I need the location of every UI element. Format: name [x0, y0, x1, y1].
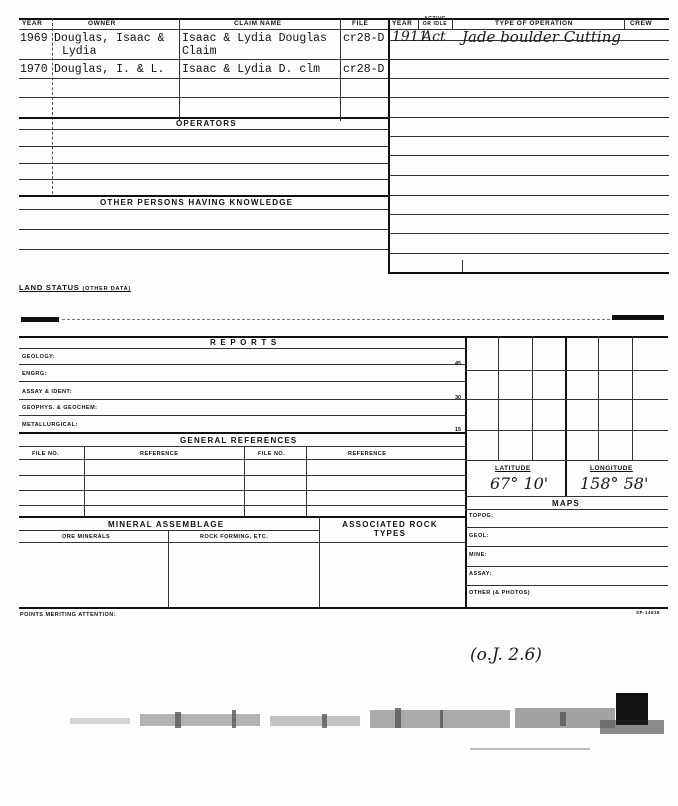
scan-noise-band: [0, 690, 678, 806]
mineral-rule-1: [19, 530, 319, 531]
reports-rule-4: [19, 415, 465, 416]
reports-side-number-30: 30: [455, 395, 462, 401]
references-rule-2: [19, 475, 465, 476]
reports-heading: R E P O R T S: [210, 338, 278, 347]
col-divider-year2: [418, 18, 419, 29]
operators-rule-2: [19, 163, 388, 164]
row2-rule: [19, 78, 388, 79]
reports-rule-3: [19, 399, 465, 400]
ref-col-1: [84, 446, 85, 516]
reports-rule-2: [19, 381, 465, 382]
grid-col-4: [632, 336, 633, 460]
ref-header-reference: REFERENCE: [140, 451, 179, 457]
header-active-idle: ACTIVE OR IDLE: [422, 16, 448, 27]
operators-rule-1: [19, 146, 388, 147]
other-persons-rule-1: [19, 209, 388, 210]
scan-speckles: [70, 708, 664, 750]
row1-file: cr28-D: [343, 32, 385, 45]
latitude-label: LATITUDE: [495, 465, 531, 472]
latitude-value: 67° 10': [490, 474, 549, 493]
operators-heading: OPERATORS: [176, 119, 237, 128]
ref-header-reference-2: REFERENCE: [348, 451, 387, 457]
other-persons-rule-2: [19, 229, 388, 230]
bottom-border: [19, 607, 668, 609]
reports-rule-top: [19, 348, 465, 349]
operators-rule-bottom: [19, 195, 388, 197]
op-rule-8: [388, 175, 669, 176]
op-rule-11: [388, 233, 669, 234]
row2-claim: Isaac & Lydia D. clm: [182, 63, 321, 76]
map-topog: TOPOG:: [469, 513, 494, 519]
op-rule-2: [388, 59, 669, 60]
header-file: FILE: [352, 20, 369, 27]
grid-col-2: [532, 336, 533, 460]
op-rule-5: [388, 117, 669, 118]
registration-mark-right: [612, 315, 664, 320]
registration-mark-left: [21, 317, 59, 322]
references-rule-top: [19, 446, 465, 447]
mineral-header-rock-forming: ROCK FORMING, ETC.: [200, 534, 269, 540]
row1-claim-line2: Claim: [182, 45, 217, 58]
associated-rock-types-heading: ASSOCIATED ROCK TYPES: [342, 520, 438, 538]
ref-header-file-no-2: FILE NO.: [258, 451, 286, 457]
coords-rule: [465, 496, 668, 497]
col-divider-file: [388, 18, 390, 273]
land-status-separator: [62, 319, 610, 320]
grid-row-2: [465, 399, 668, 400]
points-meriting-label: POINTS MERITING ATTENTION:: [20, 612, 117, 618]
reports-rule-1: [19, 364, 465, 365]
grid-left-border: [465, 336, 467, 608]
maps-rule-2: [465, 546, 668, 547]
header-type-of-operation: TYPE OF OPERATION: [495, 20, 573, 27]
row2-year: 1970: [20, 63, 48, 76]
report-geology: GEOLOGY:: [22, 354, 56, 360]
grid-row-4: [465, 460, 668, 461]
operators-rule-top: [19, 129, 388, 130]
row1-owner-line2: Lydia: [62, 45, 97, 58]
row1-year: 1969: [20, 32, 48, 45]
references-rule-3: [19, 490, 465, 491]
grid-row-1: [465, 370, 668, 371]
row2-file: cr28-D: [343, 63, 385, 76]
reports-side-number-15: 15: [455, 427, 462, 433]
report-metallurgical: METALLURGICAL:: [22, 422, 78, 428]
col-divider-active: [452, 18, 453, 29]
ref-col-3: [306, 446, 307, 516]
maps-rule-1: [465, 527, 668, 528]
ref-col-2: [244, 446, 245, 516]
references-rule-4: [19, 505, 465, 506]
op-rule-12: [388, 253, 669, 254]
handwritten-note: (o.J. 2.6): [470, 645, 542, 665]
col-divider-year: [52, 18, 53, 194]
op-rule-4: [388, 97, 669, 98]
col-divider-claim: [340, 18, 341, 121]
mineral-header-ore: ORE MINERALS: [62, 534, 111, 540]
header-year: YEAR: [22, 20, 43, 27]
mineral-rule-2: [19, 542, 465, 543]
mineral-col-1: [168, 530, 169, 608]
op-rule-6: [388, 136, 669, 137]
ref-header-file-no: FILE NO.: [32, 451, 60, 457]
row1-claim: Isaac & Lydia Douglas: [182, 32, 327, 45]
op-rule-10: [388, 214, 669, 215]
maps-heading: MAPS: [552, 499, 580, 508]
col-divider-owner: [179, 18, 180, 121]
maps-rule-4: [465, 585, 668, 586]
col-divider-type: [624, 18, 625, 29]
grid-col-3: [598, 336, 599, 460]
mineral-assemblage-heading: MINERAL ASSEMBLAGE: [108, 520, 225, 529]
reports-top-border: [19, 336, 668, 338]
row1-owner: Douglas, Isaac &: [54, 32, 165, 45]
reports-rule-bottom: [19, 432, 465, 434]
header-crew: CREW: [630, 20, 653, 27]
land-status-heading: [19, 283, 131, 292]
op-rule-9: [388, 195, 669, 196]
land-status-sublabel: (OTHER DATA): [82, 286, 131, 292]
handwritten-operation-type: Jade boulder Cutting: [462, 28, 621, 46]
handwritten-year: 1911: [392, 29, 428, 45]
map-geol: GEOL:: [469, 533, 489, 539]
operators-rule-3: [19, 179, 388, 180]
row2-owner: Douglas, I. & L.: [54, 63, 165, 76]
report-assay: ASSAY & IDENT:: [22, 389, 73, 395]
map-mine: MINE:: [469, 552, 488, 558]
header-owner: OWNER: [88, 20, 116, 27]
reports-side-number-45: 45: [455, 361, 462, 367]
land-status-label: LAND STATUS: [19, 283, 80, 292]
handwritten-active: Act: [422, 29, 446, 45]
references-rule-bottom: [19, 516, 465, 518]
op-rule-bottom: [388, 272, 669, 274]
grid-col-1: [498, 336, 499, 460]
other-persons-heading: OTHER PERSONS HAVING KNOWLEDGE: [100, 198, 294, 207]
op-rule-3: [388, 78, 669, 79]
longitude-label: LONGITUDE: [590, 465, 633, 472]
op-rule-7: [388, 155, 669, 156]
maps-rule-top: [465, 509, 668, 510]
row3-rule: [19, 97, 388, 98]
header-year-operation: YEAR: [392, 20, 413, 27]
row1-rule: [19, 59, 388, 60]
mineral-col-2: [319, 516, 320, 608]
longitude-value: 158° 58': [580, 474, 649, 493]
grid-row-3: [465, 430, 668, 431]
map-assay: ASSAY:: [469, 571, 492, 577]
form-number: SP-14618: [636, 610, 661, 615]
maps-rule-3: [465, 566, 668, 567]
header-claim-name: CLAIM NAME: [234, 20, 282, 27]
references-rule-1: [19, 459, 465, 460]
report-geophys: GEOPHYS. & GEOCHEM:: [22, 405, 98, 411]
grid-col-center: [565, 336, 567, 496]
map-other: OTHER (& PHOTOS): [469, 590, 531, 596]
general-references-heading: GENERAL REFERENCES: [180, 436, 298, 445]
other-persons-rule-3: [19, 249, 388, 250]
report-engrg: ENGRG:: [22, 371, 47, 377]
